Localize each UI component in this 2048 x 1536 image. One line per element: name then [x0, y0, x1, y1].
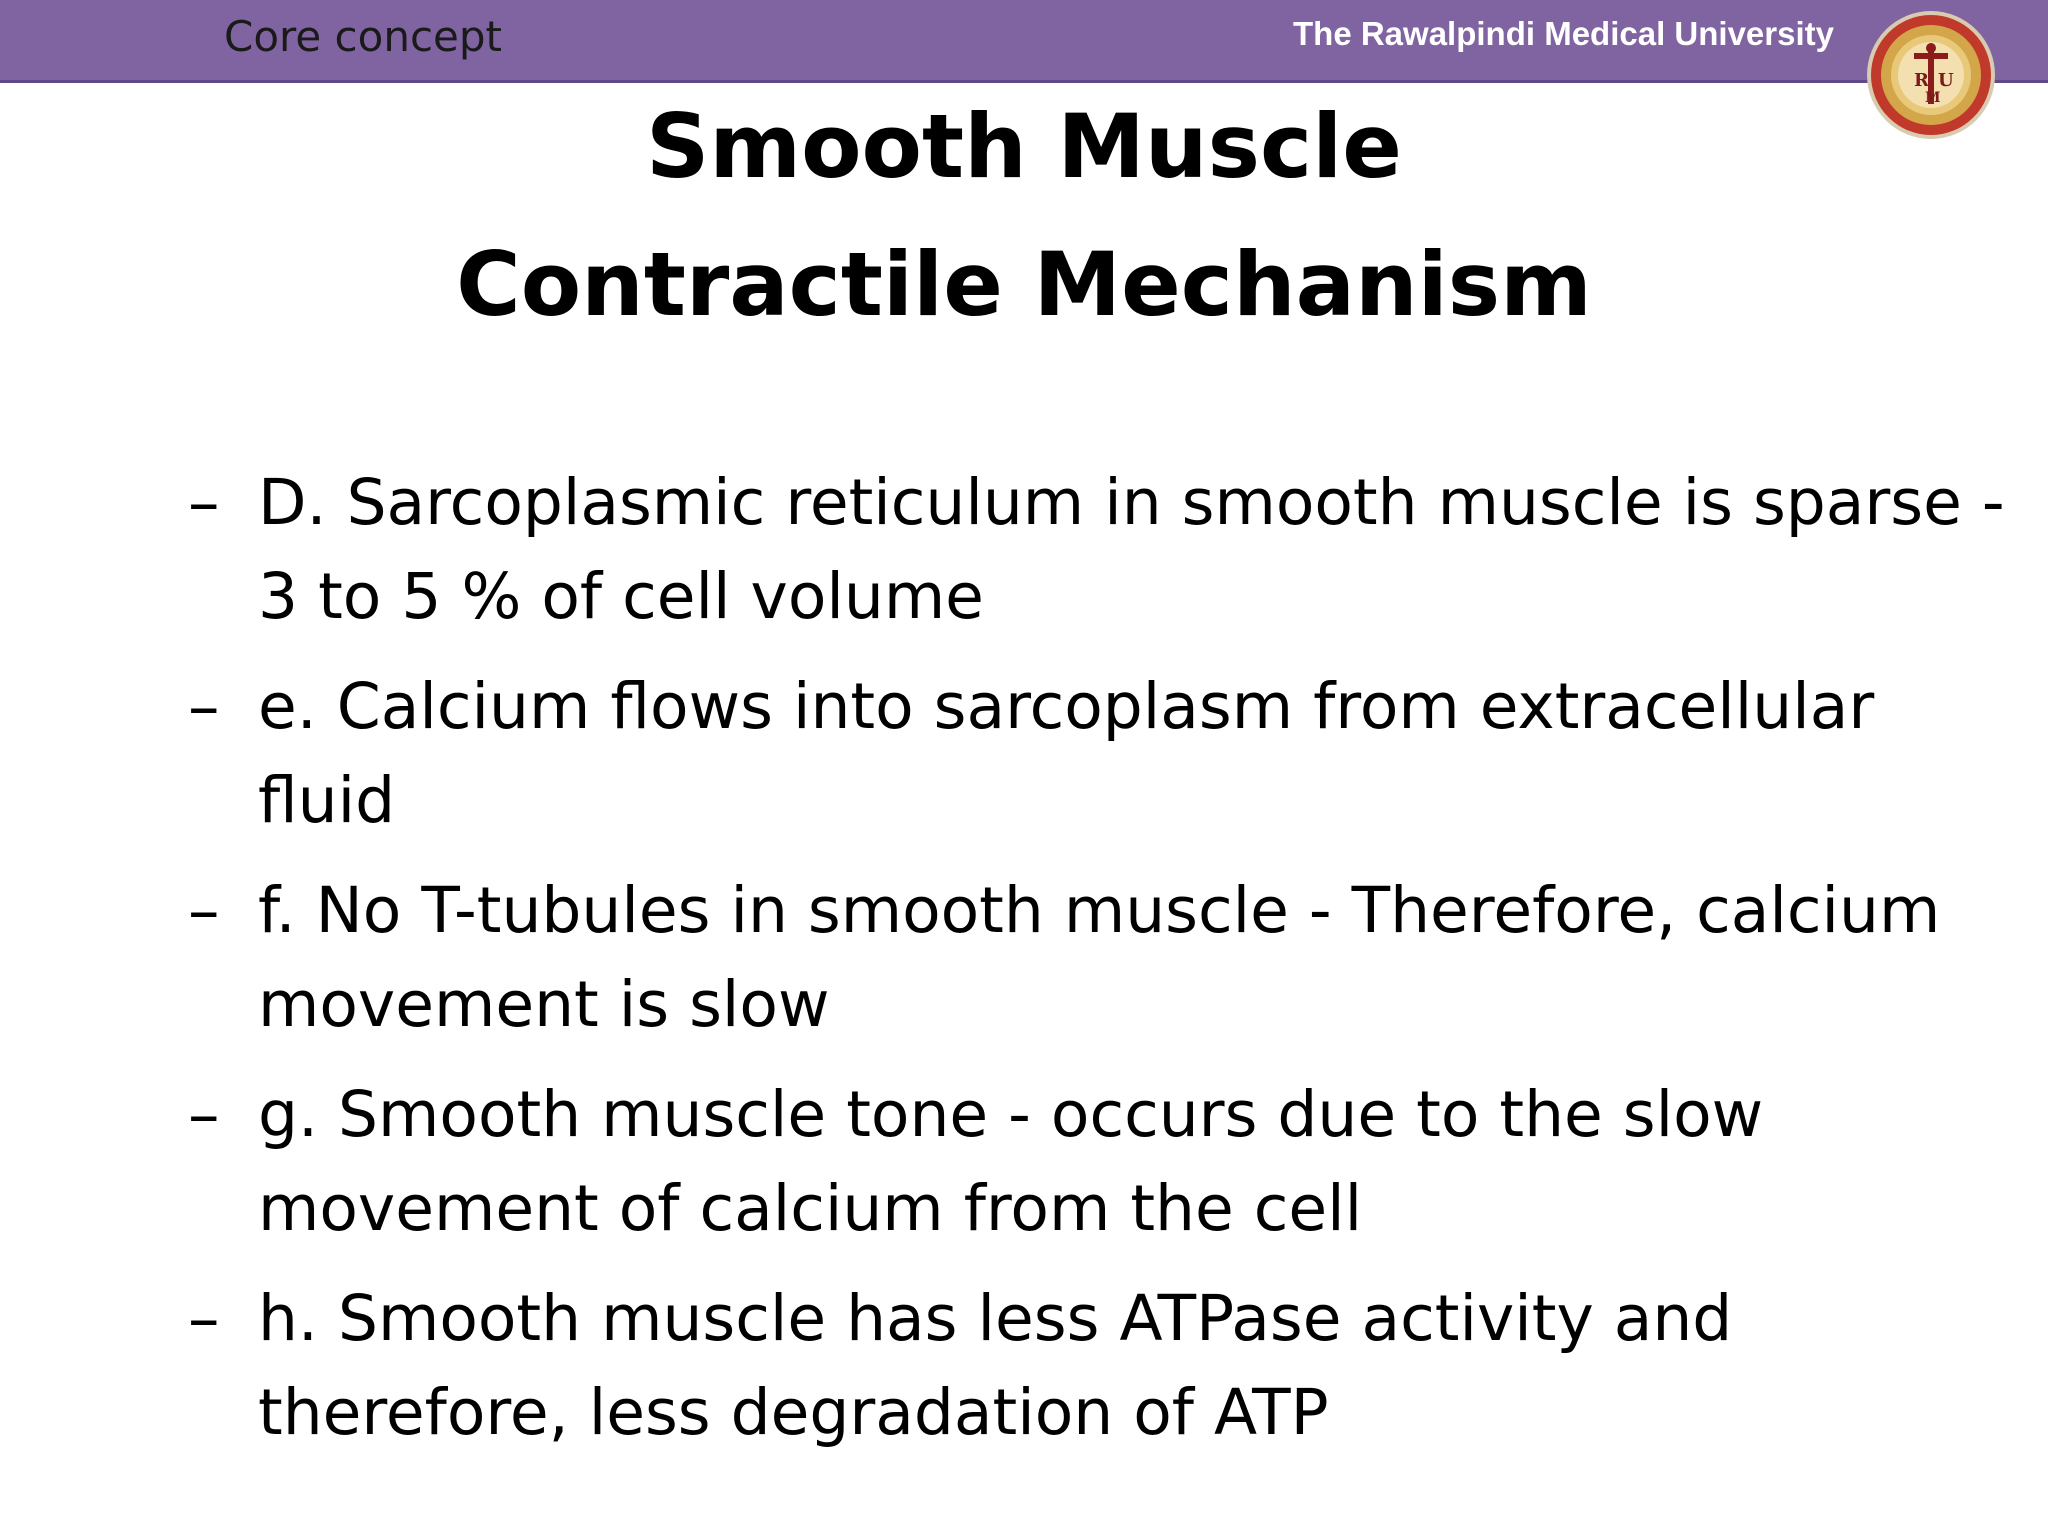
- svg-text:U: U: [1938, 70, 1954, 91]
- bullet-item: [188, 660, 2018, 848]
- institution-name: The Rawalpindi Medical University: [1293, 15, 1834, 52]
- bullet-item: [188, 1272, 2018, 1460]
- bullet-text: g. Smooth muscle tone - occurs due to the slow movement of calcium from the cell: [258, 1078, 1764, 1245]
- bullet-dash: –: [188, 670, 220, 743]
- bullet-dash: –: [188, 1078, 220, 1151]
- slide-title: [0, 78, 2048, 354]
- header-bar: [0, 0, 2048, 83]
- bullet-text: e. Calcium flows into sarcoplasm from extracellular fluid: [258, 670, 1875, 837]
- bullet-item: [188, 864, 2018, 1052]
- bullet-text: h. Smooth muscle has less ATPase activity and therefore, less degradation of ATP: [258, 1282, 1733, 1449]
- bullet-dash: –: [188, 1282, 220, 1355]
- svg-text:M: M: [1925, 90, 1941, 106]
- title-line-2: Contractile Mechanism: [456, 233, 1592, 336]
- bullet-item: [188, 1068, 2018, 1256]
- bullet-text: D. Sarcoplasmic reticulum in smooth muscle is sparse - 3 to 5 % of cell volume: [258, 466, 2005, 633]
- bullet-item: [188, 456, 2018, 644]
- section-label: Core concept: [224, 12, 503, 61]
- bullet-text: f. No T-tubules in smooth muscle - Therefore, calcium movement is slow: [258, 874, 1941, 1041]
- title-line-1: Smooth Muscle: [646, 95, 1402, 198]
- bullet-dash: –: [188, 466, 220, 539]
- bullet-dash: –: [188, 874, 220, 947]
- svg-text:R: R: [1914, 70, 1929, 91]
- bullet-list: [188, 456, 2018, 1476]
